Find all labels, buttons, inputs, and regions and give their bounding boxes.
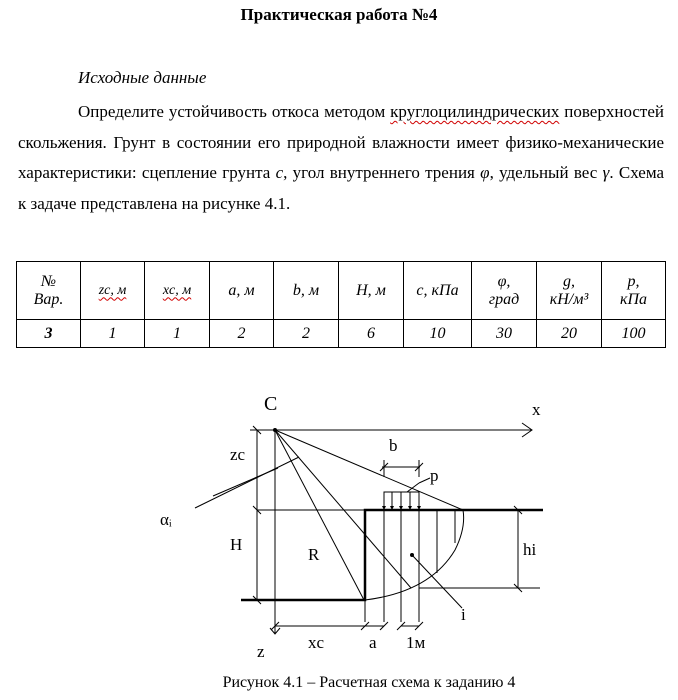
label-alpha: αᵢ (160, 510, 172, 529)
header-phi: φ, град (472, 262, 537, 320)
header-xc: xc, м (145, 262, 210, 320)
figure-caption: Рисунок 4.1 – Расчетная схема к заданию 4 (222, 674, 516, 691)
header-b: b, м (274, 262, 339, 320)
cell-g: 20 (537, 320, 602, 348)
section-subheading: Исходные данные (78, 68, 207, 87)
header-a: a, м (210, 262, 274, 320)
page-title: Практическая работа №4 (240, 5, 438, 24)
label-zc: zc (230, 445, 246, 464)
cell-a: 2 (210, 320, 274, 348)
cell-variant: 3 (17, 320, 81, 348)
var-gamma: γ (602, 163, 610, 182)
cell-H: 6 (339, 320, 404, 348)
header-zc: zc, м (81, 262, 145, 320)
cell-c: 10 (404, 320, 472, 348)
var-c: c (275, 163, 284, 182)
header-g: g, кН/м³ (537, 262, 602, 320)
cell-p: 100 (602, 320, 666, 348)
misspelled-word[interactable]: круглоцилиндрических (390, 102, 560, 121)
label-hi: hi (523, 540, 537, 559)
label-R: R (308, 545, 320, 564)
header-p: p, кПа (602, 262, 666, 320)
label-xc: xc (308, 633, 325, 652)
label-1m: 1м (406, 633, 426, 652)
label-center-C: C (264, 393, 278, 415)
cell-zc: 1 (81, 320, 145, 348)
header-H: H, м (339, 262, 404, 320)
cell-phi: 30 (472, 320, 537, 348)
label-a: a (369, 633, 377, 652)
para-text-5: . Схема к задаче представлена на рисунке 4.1. (18, 163, 665, 213)
para-text-2: поверхностей скольжения. Грунт в состоянии его природной влажности имеет физико-механические характеристики: сцепление грунта (18, 102, 664, 182)
header-c: c, кПа (404, 262, 472, 320)
label-b: b (389, 436, 398, 455)
label-z-axis: z (257, 642, 265, 661)
para-text-1: Определите устойчивость откоса методом (78, 102, 391, 121)
para-text-4: , удельный вес (489, 163, 603, 182)
cell-b: 2 (274, 320, 339, 348)
var-phi: φ (480, 163, 490, 182)
para-text-3: , угол внутреннего трения (283, 163, 481, 182)
header-variant: № Вар. (17, 262, 81, 320)
label-H: H (230, 535, 243, 554)
cell-xc: 1 (145, 320, 210, 348)
label-i: i (461, 605, 466, 624)
label-p: p (430, 466, 439, 485)
label-x-axis: x (532, 400, 541, 419)
